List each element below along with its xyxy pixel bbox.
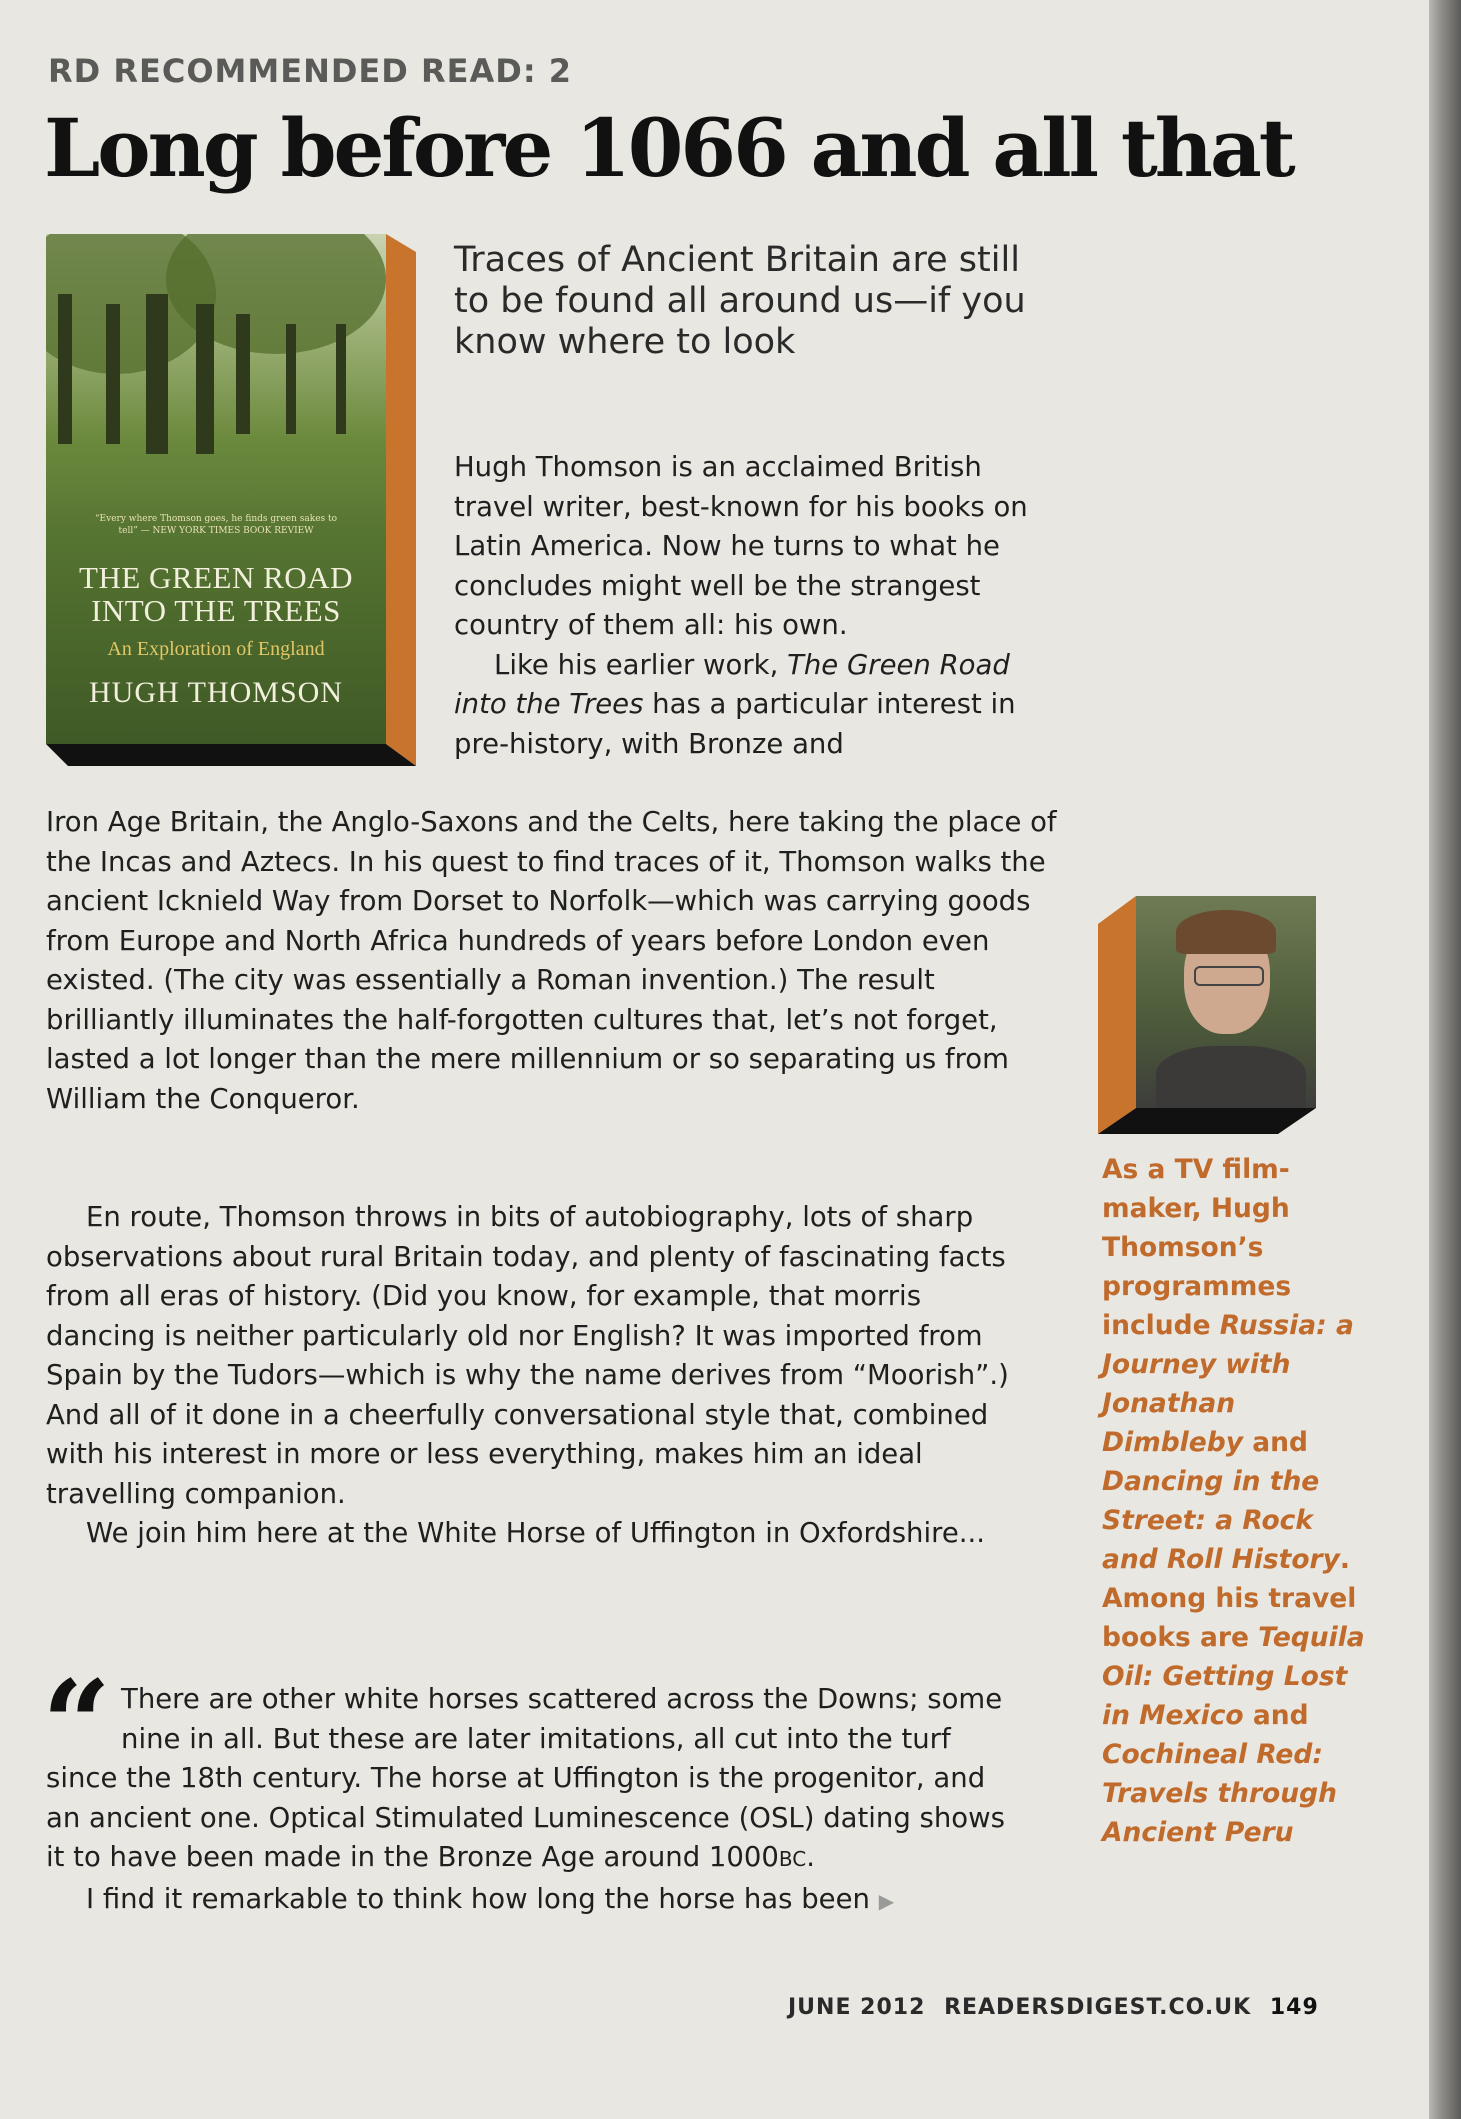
programme-title: Russia: a Journey with Jonathan Dimbleby <box>1102 1310 1354 1458</box>
text-run: Like his earlier work, <box>494 648 788 681</box>
page-footer <box>788 1995 1368 2020</box>
book-title-line: THE GREEN ROAD <box>79 560 353 595</box>
article-intro <box>454 448 1054 764</box>
book-title-ref: Cochineal Red: Travels through Ancient Peru <box>1102 1739 1337 1848</box>
book-title-line: INTO THE TREES <box>91 592 341 628</box>
photo-spine <box>1098 896 1136 1134</box>
photo-shadow <box>1098 1108 1316 1134</box>
body-paragraph: En route, Thomson throws in bits of autobiography, lots of sharp observations about rural Britain today, and plenty of fascinating facts from all eras of history. (Did you know, for example, that morris dancing is neither particularly old nor English? It was imported from Spain by the Tudors—which is why the name derives from “Moorish”.) And all of it done in a cheerfully conversational style that, combined with his interest in more or less everything, makes him an ideal travelling companion. <box>46 1201 1009 1510</box>
issue-date: JUNE 2012 <box>788 1995 926 2020</box>
book-blurb: “Every where Thomson goes, he finds green sakes to tell” — NEW YORK TIMES BOOK REVIEW <box>94 514 338 536</box>
quote-mark-icon: “ <box>42 1654 112 1795</box>
page-title: Long before 1066 and all that <box>44 101 1293 195</box>
tree-trunk <box>58 294 72 444</box>
book-cover <box>46 234 386 744</box>
tree-trunk <box>196 304 214 454</box>
book-title <box>46 562 386 627</box>
website-url: READERSDIGEST.CO.UK <box>944 1995 1252 2020</box>
article-body-continued <box>46 1198 1016 1554</box>
portrait-hair <box>1176 910 1276 954</box>
excerpt-paragraph <box>46 1880 1016 1922</box>
body-paragraph: We join him here at the White Horse of Uffington in Oxfordshire... <box>86 1517 985 1549</box>
page-number: 149 <box>1269 1995 1319 2020</box>
tree-trunk <box>336 324 346 434</box>
era-label: BC <box>778 1847 807 1871</box>
standfirst: Traces of Ancient Britain are still to be found all around us—if you know where to look <box>454 240 1026 362</box>
portrait-glasses <box>1194 966 1264 986</box>
author-portrait <box>1136 896 1316 1108</box>
book-cover-image <box>46 234 416 766</box>
text-run: . <box>806 1841 815 1873</box>
programme-title: Dancing in the Street: a Rock and Roll History <box>1102 1466 1340 1575</box>
text-run: I find it remarkable to think how long the horse has been <box>86 1882 870 1915</box>
tree-trunk <box>286 324 296 434</box>
author-caption <box>1102 1150 1372 1852</box>
text-run: There are other white horses scattered across the Downs; some nine in all. But these are later imitations, all cut into the turf since the 18th century. The horse at Uffington is the progenitor, and an ancient one. Optical Stimulated Luminescence (OSL) dating shows it to have been made in the Bronze Age around 1000 <box>46 1683 1005 1873</box>
portrait-scarf <box>1156 1046 1306 1108</box>
continue-arrow-icon: ▶ <box>878 1888 895 1913</box>
book-title-ref: The Green Road into the Trees <box>454 648 1010 720</box>
text-run: As a TV film-maker, Hugh Thomson’s programmes include <box>1102 1154 1292 1341</box>
book-subtitle: An Exploration of England <box>107 638 325 660</box>
book-title-ref: Tequila Oil: Getting Lost in Mexico <box>1102 1622 1365 1731</box>
article-body <box>46 803 1066 1119</box>
page-edge <box>1429 0 1461 2119</box>
body-paragraph: Iron Age Britain, the Anglo-Saxons and the Celts, here taking the place of the Incas and Aztecs. In his quest to find traces of it, Thomson walks the ancient Icknield Way from Dorset to Norfolk—which was carrying goods from Europe and North Africa hundreds of years before London even existed. (The city was essentially a Roman invention.) The result brilliantly illuminates the half-forgotten cultures that, let’s not forget, lasted a lot longer than the mere millennium or so separating us from William the Conqueror. <box>46 806 1057 1115</box>
book-excerpt <box>42 1654 1016 1921</box>
tree-trunk <box>106 304 120 444</box>
tree-trunk <box>146 294 168 454</box>
section-kicker: RD RECOMMENDED READ: 2 <box>48 52 573 90</box>
body-paragraph <box>454 646 1054 765</box>
text-run: and <box>1242 1427 1308 1458</box>
author-photo <box>1098 896 1316 1134</box>
book-shadow <box>46 744 416 766</box>
book-author: HUGH THOMSON <box>89 676 343 709</box>
book-spine <box>386 234 416 766</box>
text-run: and <box>1243 1700 1309 1731</box>
text-run: has a particular interest in pre-history, with Bronze and <box>454 688 1016 760</box>
text-run: . Among his travel books are <box>1102 1544 1357 1653</box>
excerpt-paragraph <box>46 1680 1016 1880</box>
tree-trunk <box>236 314 250 434</box>
body-paragraph: Hugh Thomson is an acclaimed British travel writer, best-known for his books on Latin America. Now he turns to what he concludes might well be the strangest country of them all: his own. <box>454 451 1028 641</box>
